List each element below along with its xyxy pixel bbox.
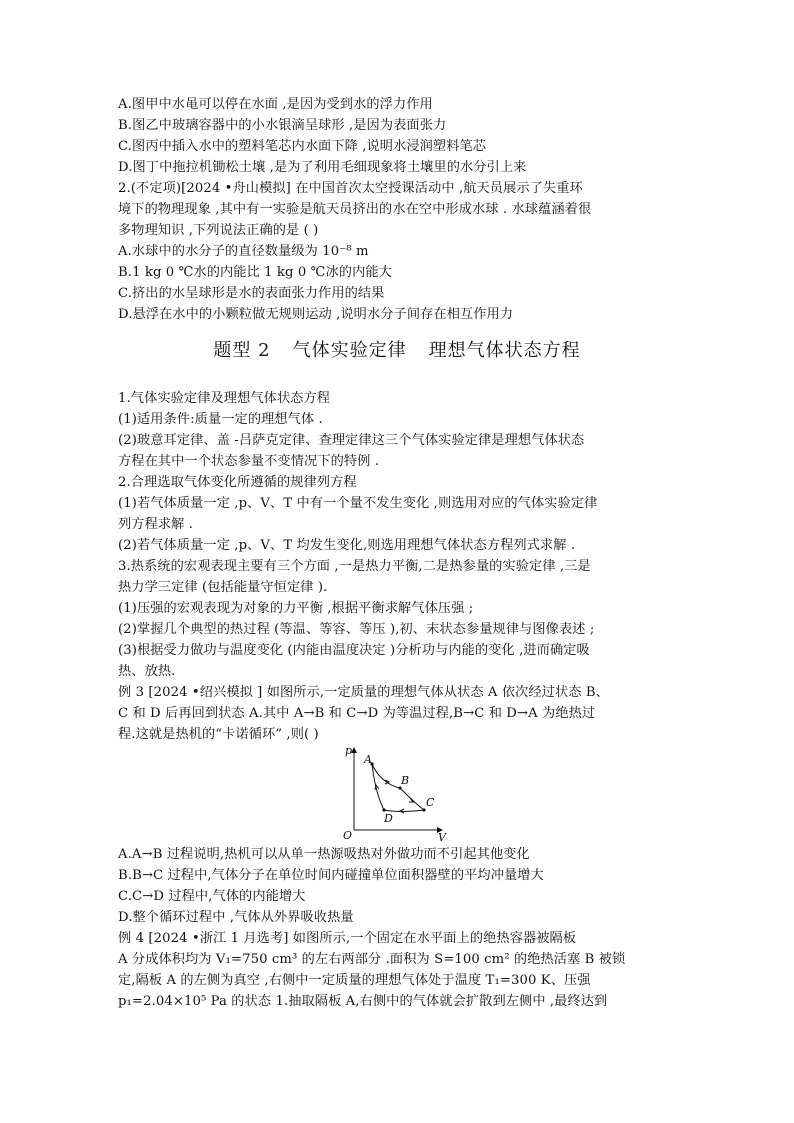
q2-option-c: C.挤出的水呈球形是水的表面张力作用的结果 [118, 286, 385, 301]
q2-stem-line-1: 2.(不定项)[2024 •舟山模拟] 在中国首次太空授课活动中 ,航天员展示了失重环 [118, 181, 583, 196]
notes-line-4: 方程在其中一个状态参量不变情况下的特例 . [118, 454, 380, 469]
label-a: A [364, 753, 372, 766]
notes-line-6: (1)若气体质量一定 ,p、V、T 中有一个量不发生变化 ,则选用对应的气体实验定律 [118, 496, 598, 511]
label-v: V [438, 831, 446, 842]
heading-part-3: 理想气体状态方程 [428, 340, 581, 361]
ex3-stem-line-2: C 和 D 后再回到状态 A.其中 A→B 和 C→D 为等温过程,B→C 和 D→A 为绝热过 [118, 706, 596, 721]
ex3-option-c: C.C→D 过程中,气体的内能增大 [118, 889, 306, 904]
section-heading [0, 336, 794, 362]
ex3-stem-line-3: 程.这就是热机的“卡诺循环” ,则( ) [118, 727, 319, 742]
label-c: C [426, 796, 435, 809]
notes-line-13: (3)根据受力做功与温度变化 (内能由温度决定 )分析功与内能的变化 ,进而确定吸 [118, 643, 590, 658]
arrow-da-icon [375, 785, 379, 790]
ex3-option-d: D.整个循环过程中 ,气体从外界吸收热量 [118, 910, 354, 925]
ex3-option-b: B.B→C 过程中,气体分子在单位时间内碰撞单位面积器壁的平均冲量增大 [118, 868, 544, 883]
ex4-stem-line-4: p₁=2.04×10⁵ Pa 的状态 1.抽取隔板 A,右侧中的气体就会扩散到左侧中 ,最终达到 [118, 994, 608, 1009]
notes-line-5: 2.合理选取气体变化所遵循的规律列方程 [118, 475, 357, 490]
q1-option-a: A.图甲中水黾可以停在水面 ,是因为受到水的浮力作用 [118, 97, 433, 112]
ex4-stem-line-2: A 分成体积均为 V₁=750 cm³ 的左右两部分 .面积为 S=100 cm² 的绝热活塞 B 被锁 [118, 952, 626, 967]
q2-option-b: B.1 kg 0 ℃水的内能比 1 kg 0 ℃冰的内能大 [118, 265, 392, 280]
q2-stem-line-2: 境下的物理现象 ,其中有一实验是航天员挤出的水在空中形成水球 . 水球蕴涵着很 [118, 202, 592, 217]
notes-line-14: 热、放热. [118, 664, 176, 679]
notes-line-11: (1)压强的宏观表现为对象的力平衡 ,根据平衡求解气体压强 ; [118, 601, 474, 616]
heading-part-2: 气体实验定律 [292, 340, 407, 361]
notes-line-2: (1)适用条件:质量一定的理想气体 . [118, 412, 323, 427]
q2-stem-line-3: 多物理知识 ,下列说法正确的是 ( ) [118, 223, 319, 238]
cycle-curve [372, 764, 424, 812]
q1-option-d: D.图丁中拖拉机锄松土壤 ,是为了利用毛细现象将土壤里的水分引上来 [118, 160, 527, 175]
label-o: O [343, 829, 353, 842]
q1-option-b: B.图乙中玻璃容器中的小水银滴呈球形 ,是因为表面张力 [118, 118, 447, 133]
label-p: p [345, 744, 353, 757]
q1-option-c: C.图丙中插入水中的塑料笔芯内水面下降 ,说明水浸润塑料笔芯 [118, 139, 487, 154]
notes-line-7: 列方程求解 . [118, 517, 194, 532]
notes-line-3: (2)玻意耳定律、盖 -吕萨克定律、查理定律这三个气体实验定律是理想气体状态 [118, 433, 585, 448]
notes-line-8: (2)若气体质量一定 ,p、V、T 均发生变化,则选用理想气体状态方程列式求解 . [118, 538, 576, 553]
notes-line-12: (2)掌握几个典型的热过程 (等温、等容、等压 ),初、末状态参量规律与图像表述 ; [118, 622, 595, 637]
arrow-cd-icon [400, 809, 404, 813]
notes-line-1: 1.气体实验定律及理想气体状态方程 [118, 391, 331, 406]
notes-line-9: 3.热系统的宏观表现主要有三个方面 ,一是热力平衡,二是热参量的实验定律 ,三是 [118, 559, 591, 574]
q2-option-d: D.悬浮在水中的小颗粒做无规则运动 ,说明水分子间存在相互作用力 [118, 307, 514, 322]
ex3-option-a: A.A→B 过程说明,热机可以从单一热源吸热对外做功而不引起其他变化 [118, 847, 530, 862]
ex4-stem-line-1: 例 4 [2024 •浙江 1 月选考] 如图所示,一个固定在水平面上的绝热容器被隔板 [118, 931, 577, 946]
q2-option-a: A.水球中的水分子的直径数量级为 10⁻⁸ m [118, 244, 369, 259]
ex3-stem-line-1: 例 3 [2024 •绍兴模拟 ] 如图所示,一定质量的理想气体从状态 A 依次经过状态 B、 [118, 685, 609, 700]
notes-line-10: 热力学三定律 (包括能量守恒定律 ). [118, 580, 328, 595]
label-b: B [401, 774, 410, 787]
label-d: D [384, 812, 393, 825]
ex4-stem-line-3: 定,隔板 A 的左侧为真空 ,右侧中一定质量的理想气体处于温度 T₁=300 K、压强 [118, 973, 591, 988]
heading-part-1: 题型 2 [213, 340, 271, 361]
carnot-cycle-diagram [338, 742, 448, 842]
